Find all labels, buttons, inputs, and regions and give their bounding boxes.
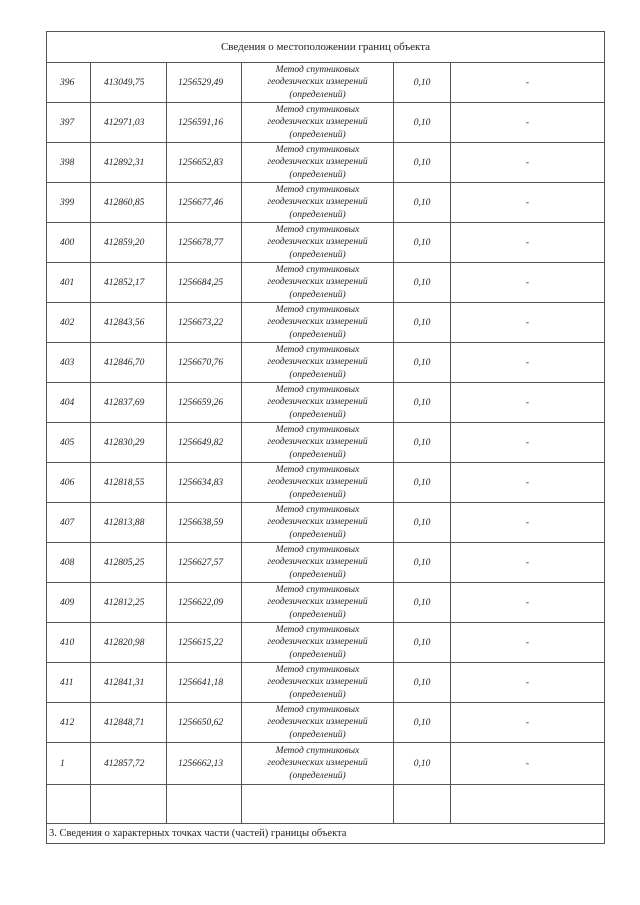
point-number-cell: 404 xyxy=(47,383,91,423)
method-line: Метод спутниковых xyxy=(275,304,360,315)
method-line: (определений) xyxy=(289,529,346,540)
method-cell xyxy=(242,503,394,543)
point-number-cell: 405 xyxy=(47,423,91,463)
point-number-cell: 402 xyxy=(47,303,91,343)
y-coordinate-cell: 1256615,22 xyxy=(167,623,242,663)
method-line: (определений) xyxy=(289,289,346,300)
method-line: (определений) xyxy=(289,169,346,180)
method-line: (определений) xyxy=(289,689,346,700)
accuracy-cell: 0,10 xyxy=(394,103,451,143)
method-line: Метод спутниковых xyxy=(275,344,360,355)
accuracy-cell: 0,10 xyxy=(394,543,451,583)
empty-cell xyxy=(394,785,451,824)
note-cell: - xyxy=(451,263,605,303)
method-line: Метод спутниковых xyxy=(275,664,360,675)
point-number-cell: 1 xyxy=(47,743,91,785)
table-row xyxy=(47,303,605,343)
accuracy-cell: 0,10 xyxy=(394,463,451,503)
footer-row xyxy=(47,824,605,844)
y-coordinate-cell: 1256622,09 xyxy=(167,583,242,623)
empty-cell xyxy=(167,785,242,824)
x-coordinate-cell: 412859,20 xyxy=(91,223,167,263)
note-cell: - xyxy=(451,583,605,623)
note-cell: - xyxy=(451,383,605,423)
empty-cell xyxy=(451,785,605,824)
table-row xyxy=(47,63,605,103)
note-cell: - xyxy=(451,63,605,103)
x-coordinate-cell: 412830,29 xyxy=(91,423,167,463)
method-cell xyxy=(242,543,394,583)
method-line: (определений) xyxy=(289,649,346,660)
y-coordinate-cell: 1256638,59 xyxy=(167,503,242,543)
method-line: геодезических измерений xyxy=(267,397,368,408)
method-line: Метод спутниковых xyxy=(275,224,360,235)
accuracy-cell: 0,10 xyxy=(394,383,451,423)
point-number-cell: 401 xyxy=(47,263,91,303)
table-row xyxy=(47,423,605,463)
table-row xyxy=(47,463,605,503)
table-row xyxy=(47,383,605,423)
accuracy-cell: 0,10 xyxy=(394,143,451,183)
method-line: Метод спутниковых xyxy=(275,184,360,195)
section-heading: 3. Сведения о характерных точках части (частей) границы объекта xyxy=(47,824,605,844)
y-coordinate-cell: 1256673,22 xyxy=(167,303,242,343)
accuracy-cell: 0,10 xyxy=(394,583,451,623)
y-coordinate-cell: 1256591,16 xyxy=(167,103,242,143)
point-number-cell: 407 xyxy=(47,503,91,543)
method-cell xyxy=(242,703,394,743)
table-row xyxy=(47,103,605,143)
method-cell xyxy=(242,423,394,463)
method-line: геодезических измерений xyxy=(267,77,368,88)
point-number-cell: 396 xyxy=(47,63,91,103)
method-cell xyxy=(242,263,394,303)
x-coordinate-cell: 412805,25 xyxy=(91,543,167,583)
method-line: Метод спутниковых xyxy=(275,104,360,115)
note-cell: - xyxy=(451,543,605,583)
point-number-cell: 408 xyxy=(47,543,91,583)
note-cell: - xyxy=(451,183,605,223)
accuracy-cell: 0,10 xyxy=(394,263,451,303)
method-cell xyxy=(242,143,394,183)
method-cell xyxy=(242,623,394,663)
point-number-cell: 412 xyxy=(47,703,91,743)
y-coordinate-cell: 1256678,77 xyxy=(167,223,242,263)
method-cell xyxy=(242,183,394,223)
table-row xyxy=(47,263,605,303)
x-coordinate-cell: 412846,70 xyxy=(91,343,167,383)
method-line: (определений) xyxy=(289,609,346,620)
method-line: (определений) xyxy=(289,329,346,340)
method-line: (определений) xyxy=(289,770,346,781)
method-line: (определений) xyxy=(289,729,346,740)
note-cell: - xyxy=(451,663,605,703)
method-line: геодезических измерений xyxy=(267,437,368,448)
method-line: геодезических измерений xyxy=(267,758,368,769)
method-cell xyxy=(242,383,394,423)
method-cell xyxy=(242,343,394,383)
accuracy-cell: 0,10 xyxy=(394,703,451,743)
method-line: (определений) xyxy=(289,489,346,500)
document-sheet xyxy=(46,31,604,844)
point-number-cell: 399 xyxy=(47,183,91,223)
x-coordinate-cell: 412841,31 xyxy=(91,663,167,703)
y-coordinate-cell: 1256649,82 xyxy=(167,423,242,463)
y-coordinate-cell: 1256659,26 xyxy=(167,383,242,423)
method-line: (определений) xyxy=(289,89,346,100)
method-cell xyxy=(242,743,394,785)
method-line: Метод спутниковых xyxy=(275,745,360,756)
y-coordinate-cell: 1256650,62 xyxy=(167,703,242,743)
y-coordinate-cell: 1256652,83 xyxy=(167,143,242,183)
point-number-cell: 398 xyxy=(47,143,91,183)
note-cell: - xyxy=(451,143,605,183)
y-coordinate-cell: 1256670,76 xyxy=(167,343,242,383)
accuracy-cell: 0,10 xyxy=(394,223,451,263)
table-row xyxy=(47,623,605,663)
method-cell xyxy=(242,63,394,103)
x-coordinate-cell: 412848,71 xyxy=(91,703,167,743)
method-line: Метод спутниковых xyxy=(275,584,360,595)
point-number-cell: 411 xyxy=(47,663,91,703)
method-line: (определений) xyxy=(289,569,346,580)
method-line: (определений) xyxy=(289,409,346,420)
method-line: (определений) xyxy=(289,369,346,380)
point-number-cell: 400 xyxy=(47,223,91,263)
method-line: геодезических измерений xyxy=(267,317,368,328)
accuracy-cell: 0,10 xyxy=(394,503,451,543)
method-line: геодезических измерений xyxy=(267,677,368,688)
method-line: геодезических измерений xyxy=(267,357,368,368)
note-cell: - xyxy=(451,463,605,503)
method-line: геодезических измерений xyxy=(267,117,368,128)
method-line: (определений) xyxy=(289,249,346,260)
x-coordinate-cell: 412820,98 xyxy=(91,623,167,663)
table-title: Сведения о местоположении границ объекта xyxy=(47,32,605,63)
method-line: Метод спутниковых xyxy=(275,544,360,555)
method-line: (определений) xyxy=(289,129,346,140)
table-row xyxy=(47,343,605,383)
accuracy-cell: 0,10 xyxy=(394,743,451,785)
method-line: геодезических измерений xyxy=(267,637,368,648)
method-cell xyxy=(242,663,394,703)
note-cell: - xyxy=(451,703,605,743)
table-row xyxy=(47,543,605,583)
accuracy-cell: 0,10 xyxy=(394,343,451,383)
method-line: (определений) xyxy=(289,209,346,220)
method-line: геодезических измерений xyxy=(267,277,368,288)
method-line: Метод спутниковых xyxy=(275,624,360,635)
note-cell: - xyxy=(451,423,605,463)
note-cell: - xyxy=(451,103,605,143)
empty-cell xyxy=(242,785,394,824)
method-cell xyxy=(242,583,394,623)
x-coordinate-cell: 412892,31 xyxy=(91,143,167,183)
x-coordinate-cell: 412812,25 xyxy=(91,583,167,623)
method-line: Метод спутниковых xyxy=(275,384,360,395)
table-row xyxy=(47,223,605,263)
table-row xyxy=(47,503,605,543)
method-cell xyxy=(242,223,394,263)
title-row xyxy=(47,32,605,63)
method-line: геодезических измерений xyxy=(267,197,368,208)
y-coordinate-cell: 1256641,18 xyxy=(167,663,242,703)
method-line: (определений) xyxy=(289,449,346,460)
point-number-cell: 410 xyxy=(47,623,91,663)
method-line: геодезических измерений xyxy=(267,597,368,608)
x-coordinate-cell: 412818,55 xyxy=(91,463,167,503)
table-row xyxy=(47,183,605,223)
accuracy-cell: 0,10 xyxy=(394,423,451,463)
method-line: Метод спутниковых xyxy=(275,64,360,75)
y-coordinate-cell: 1256634,83 xyxy=(167,463,242,503)
y-coordinate-cell: 1256677,46 xyxy=(167,183,242,223)
method-line: геодезических измерений xyxy=(267,717,368,728)
note-cell: - xyxy=(451,623,605,663)
point-number-cell: 406 xyxy=(47,463,91,503)
y-coordinate-cell: 1256684,25 xyxy=(167,263,242,303)
note-cell: - xyxy=(451,303,605,343)
method-line: Метод спутниковых xyxy=(275,504,360,515)
point-number-cell: 397 xyxy=(47,103,91,143)
x-coordinate-cell: 412813,88 xyxy=(91,503,167,543)
x-coordinate-cell: 413049,75 xyxy=(91,63,167,103)
empty-row xyxy=(47,785,605,824)
method-cell xyxy=(242,303,394,343)
note-cell: - xyxy=(451,503,605,543)
method-line: геодезических измерений xyxy=(267,157,368,168)
table-row xyxy=(47,703,605,743)
table-row xyxy=(47,663,605,703)
note-cell: - xyxy=(451,743,605,785)
boundary-table xyxy=(46,31,605,844)
method-line: Метод спутниковых xyxy=(275,144,360,155)
note-cell: - xyxy=(451,223,605,263)
method-line: геодезических измерений xyxy=(267,557,368,568)
x-coordinate-cell: 412857,72 xyxy=(91,743,167,785)
point-number-cell: 403 xyxy=(47,343,91,383)
accuracy-cell: 0,10 xyxy=(394,303,451,343)
y-coordinate-cell: 1256662,13 xyxy=(167,743,242,785)
accuracy-cell: 0,10 xyxy=(394,183,451,223)
accuracy-cell: 0,10 xyxy=(394,663,451,703)
point-number-cell: 409 xyxy=(47,583,91,623)
method-line: Метод спутниковых xyxy=(275,424,360,435)
x-coordinate-cell: 412837,69 xyxy=(91,383,167,423)
method-line: геодезических измерений xyxy=(267,237,368,248)
table-row xyxy=(47,583,605,623)
x-coordinate-cell: 412971,03 xyxy=(91,103,167,143)
y-coordinate-cell: 1256529,49 xyxy=(167,63,242,103)
table-row xyxy=(47,743,605,785)
note-cell: - xyxy=(451,343,605,383)
x-coordinate-cell: 412852,17 xyxy=(91,263,167,303)
y-coordinate-cell: 1256627,57 xyxy=(167,543,242,583)
accuracy-cell: 0,10 xyxy=(394,63,451,103)
method-line: Метод спутниковых xyxy=(275,264,360,275)
accuracy-cell: 0,10 xyxy=(394,623,451,663)
method-cell xyxy=(242,103,394,143)
x-coordinate-cell: 412843,56 xyxy=(91,303,167,343)
method-line: Метод спутниковых xyxy=(275,704,360,715)
method-line: геодезических измерений xyxy=(267,477,368,488)
method-line: Метод спутниковых xyxy=(275,464,360,475)
method-line: геодезических измерений xyxy=(267,517,368,528)
method-cell xyxy=(242,463,394,503)
empty-cell xyxy=(91,785,167,824)
table-row xyxy=(47,143,605,183)
x-coordinate-cell: 412860,85 xyxy=(91,183,167,223)
empty-cell xyxy=(47,785,91,824)
